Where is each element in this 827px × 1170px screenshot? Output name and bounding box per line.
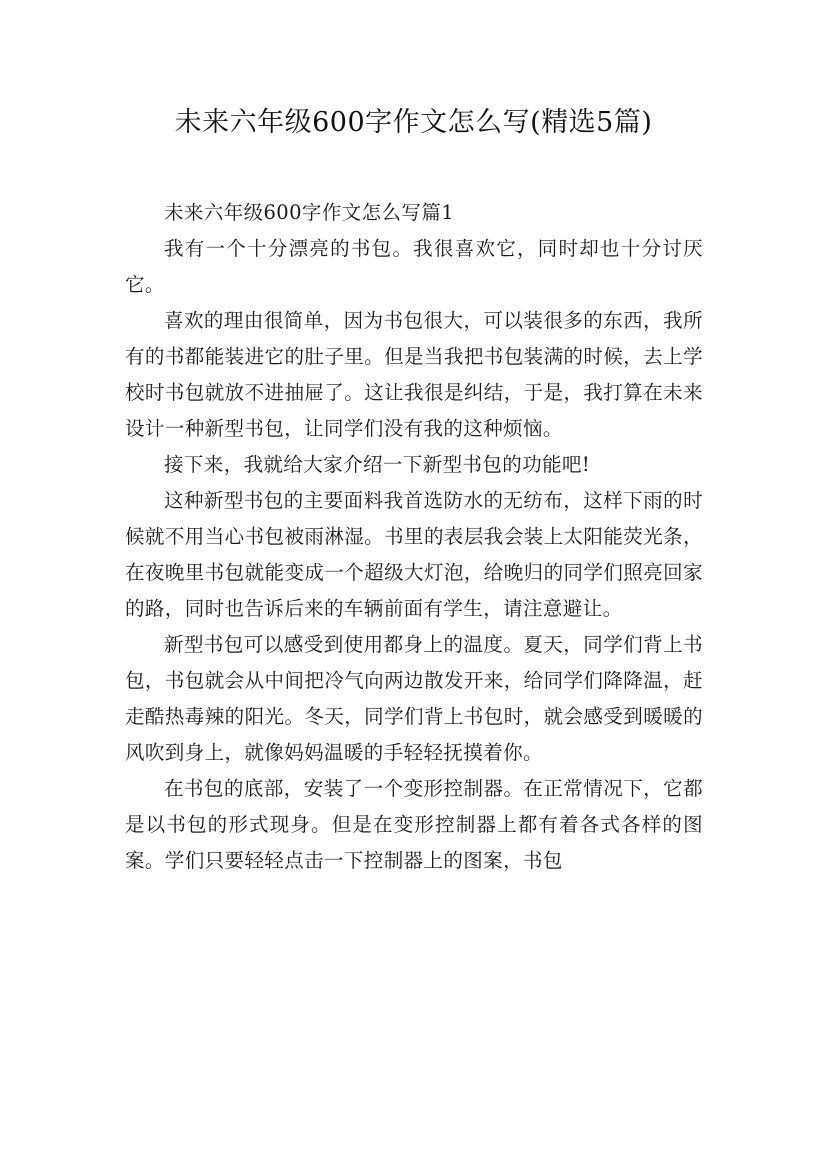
- paragraph: 在书包的底部，安装了一个变形控制器。在正常情况下，它都是以书包的形式现身。但是在变形控制器上都有着各式各样的图案。学们只要轻轻点击一下控制器上的图案，书包: [125, 777, 703, 872]
- paragraph: 这种新型书包的主要面料我首选防水的无纺布，这样下雨的时候就不用当心书包被雨淋湿。书里的表层我会装上太阳能荧光条，在夜晚里书包就能变成一个超级大灯泡，给晚归的同学们照亮回家的路，同时也告诉后来的车辆前面有学生，请注意避让。: [125, 489, 703, 620]
- paragraph: 我有一个十分漂亮的书包。我很喜欢它，同时却也十分讨厌它。: [125, 237, 703, 296]
- paragraph: 新型书包可以感受到使用都身上的温度。夏天，同学们背上书包，书包就会从中间把冷气向两边散发开来，给同学们降降温，赶走酷热毒辣的阳光。冬天，同学们背上书包时，就会感受到暖暖的风吹到身上，就像妈妈温暖的手轻轻抚摸着你。: [125, 633, 703, 764]
- paragraph: 喜欢的理由很简单，因为书包很大，可以装很多的东西，我所有的书都能装进它的肚子里。但是当我把书包装满的时候，去上学校时书包就放不进抽屉了。这让我很是纠结，于是，我打算在未来设计一种新型书包，让同学们没有我的这种烦恼。: [125, 309, 703, 440]
- document-body: [125, 195, 703, 879]
- document-title: 未来六年级600字作文怎么写(精选5篇): [174, 107, 653, 138]
- section-heading: 未来六年级600字作文怎么写篇1: [164, 201, 455, 224]
- paragraph: 接下来，我就给大家介绍一下新型书包的功能吧!: [164, 453, 591, 476]
